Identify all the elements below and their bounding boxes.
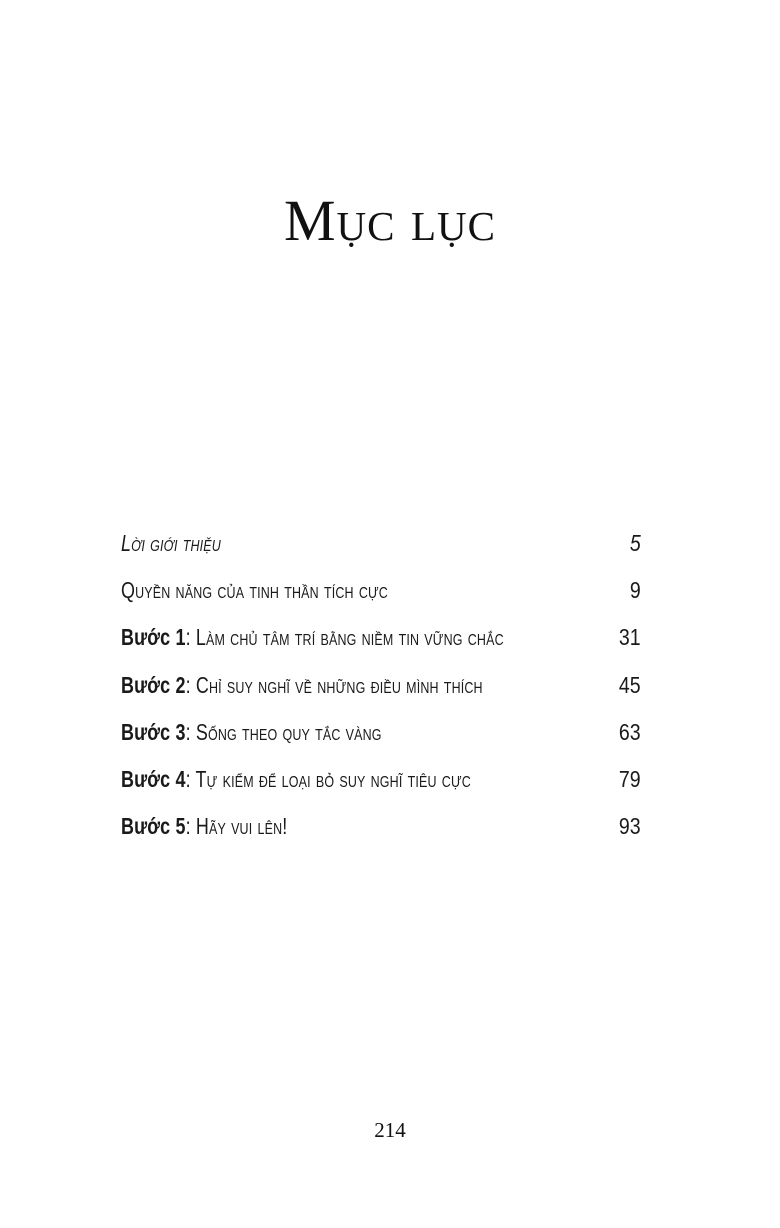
toc-entry-page: 31	[619, 624, 641, 651]
toc-entry-step-4[interactable]	[121, 756, 641, 803]
toc-step-separator: :	[185, 718, 196, 745]
toc-entry-text: Lời giới thiệu	[121, 530, 221, 556]
toc-entry-text: Chỉ suy nghĩ về những điều mình thích	[195, 671, 483, 698]
toc-entry-step-2[interactable]	[121, 662, 641, 709]
toc-entry-page: 79	[619, 765, 641, 792]
toc-entry-power-of-positive-spirit[interactable]	[121, 567, 641, 614]
table-of-contents	[121, 520, 641, 850]
toc-entry-page: 5	[630, 530, 641, 556]
toc-step-separator: :	[185, 813, 196, 840]
toc-step-separator: :	[185, 671, 196, 698]
toc-entry-text: Quyền năng của tinh thần tích cực	[121, 577, 388, 604]
toc-step-label: Bước 4	[121, 765, 186, 792]
toc-entry-text: Tự kiểm để loại bỏ suy nghĩ tiêu cực	[195, 765, 471, 792]
toc-entry-page: 63	[619, 718, 641, 745]
toc-entry-title	[121, 614, 504, 661]
toc-entry-text: Làm chủ tâm trí bằng niềm tin vững chắc	[195, 624, 504, 651]
toc-entry-step-5[interactable]	[121, 803, 641, 850]
toc-step-label: Bước 5	[121, 813, 186, 840]
toc-entry-title	[121, 756, 471, 803]
toc-entry-step-3[interactable]	[121, 709, 641, 756]
page-number: 214	[374, 1118, 406, 1142]
toc-step-label: Bước 1	[121, 624, 186, 651]
toc-entry-page: 45	[619, 671, 641, 698]
toc-entry-step-1[interactable]	[121, 614, 641, 661]
page-title: Mục lục	[283, 188, 497, 253]
toc-entry-introduction[interactable]	[121, 520, 641, 567]
toc-entry-title	[121, 662, 483, 709]
toc-entry-title	[121, 709, 382, 756]
toc-step-separator: :	[185, 624, 196, 651]
toc-step-label: Bước 2	[121, 671, 186, 698]
toc-entry-text: Sống theo quy tắc vàng	[195, 718, 382, 745]
toc-entry-page: 93	[619, 813, 641, 840]
toc-entry-page: 9	[630, 577, 641, 604]
toc-step-label: Bước 3	[121, 718, 186, 745]
toc-entry-text: Hãy vui lên!	[195, 813, 288, 840]
toc-entry-title	[121, 803, 287, 850]
toc-step-separator: :	[185, 765, 196, 792]
